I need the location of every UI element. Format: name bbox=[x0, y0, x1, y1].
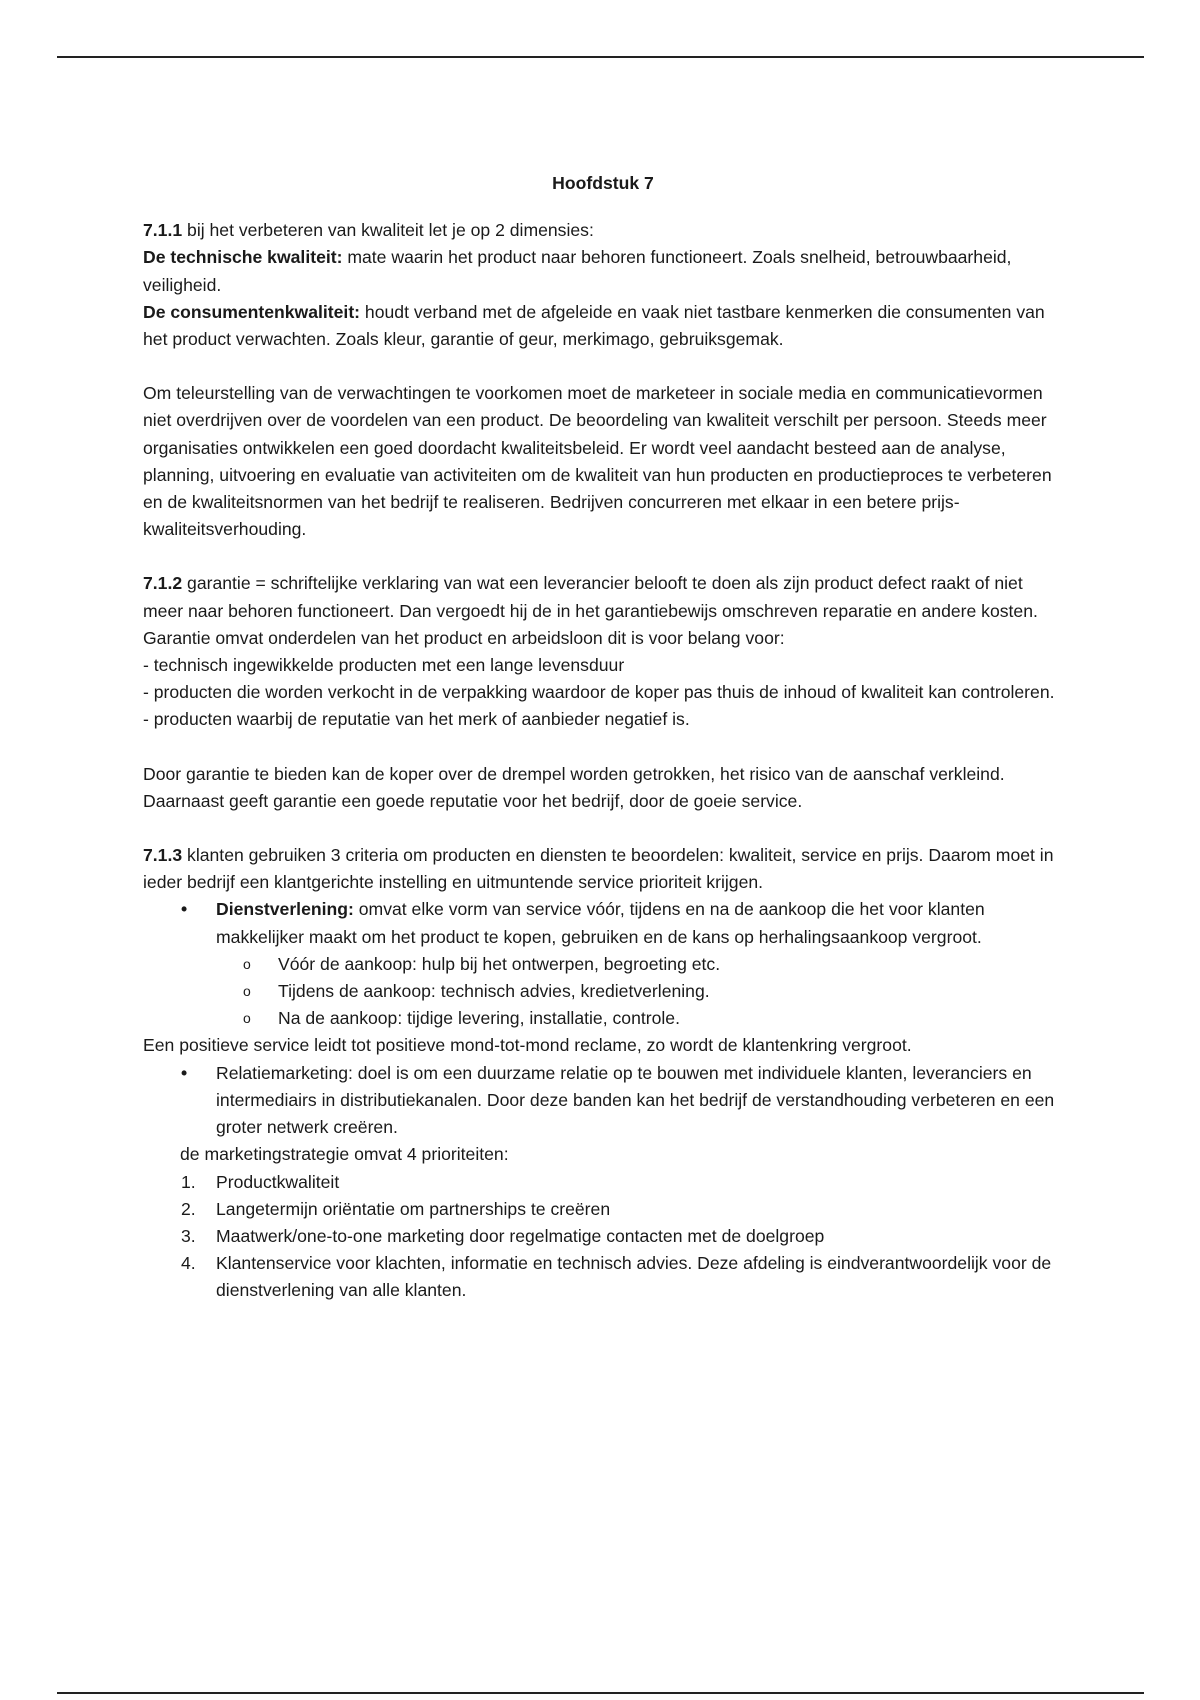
numbered-list-priorities bbox=[143, 1169, 1063, 1305]
numbered-list-item: 4. Klantenservice voor klachten, informatie en technisch advies. Deze afdeling is eindverantwoordelijk voor de dienstverlening van alle klanten. bbox=[181, 1253, 1052, 1301]
circle-bullet-icon: o bbox=[243, 1010, 251, 1027]
circle-bullet-icon: o bbox=[243, 955, 251, 972]
bullet-list-service bbox=[143, 896, 1063, 950]
numbered-list-item: 3. Maatwerk/one-to-one marketing door regelmatige contacten met de doelgroep bbox=[181, 1225, 825, 1246]
sub-list-item: o Tijdens de aankoop: technisch advies, kredietverlening. bbox=[143, 978, 1063, 1005]
list-item: - producten waarbij de reputatie van het merk of aanbieder negatief is. bbox=[143, 709, 690, 730]
section-heading: 7.1.3 bbox=[143, 845, 183, 866]
term-consumer-quality: De consumentenkwaliteit: bbox=[143, 301, 361, 322]
document-body bbox=[143, 170, 1063, 1305]
strategy-line: de marketingstrategie omvat 4 prioriteiten: bbox=[180, 1144, 509, 1165]
sub-list-item: o Vóór de aankoop: hulp bij het ontwerpen, begroeting etc. bbox=[143, 951, 1063, 978]
positive-service-line: Een positieve service leidt tot positieve mond-tot-mond reclame, zo wordt de klantenkring vergroot. bbox=[143, 1035, 912, 1056]
term-service: Dienstverlening: bbox=[216, 899, 354, 920]
section-heading: 7.1.2 bbox=[143, 573, 183, 594]
definition-consumer-quality: De consumentenkwaliteit: houdt verband met de afgeleide en vaak niet tastbare kenmerken die consumenten van het product verwachten. Zoals kleur, garantie of geur, merkimago, gebruiksgemak. bbox=[143, 301, 1045, 350]
bullet-icon: • bbox=[181, 1062, 188, 1083]
definition-technical-quality: De technische kwaliteit: mate waarin het product naar behoren functioneert. Zoals snelheid, betrouwbaarheid, veiligheid. bbox=[143, 247, 1012, 295]
section-intro: 7.1.2 garantie = schriftelijke verklaring van wat een leverancier belooft te doen als zijn product defect raakt of niet meer naar behoren functioneert. Dan vergoedt hij de in het garantiebewijs omschreven reparatie en andere kosten. Garantie omvat onderdelen van het product en arbeidsloon dit is voor belang voor: bbox=[143, 573, 1038, 648]
list-item: - producten die worden verkocht in de verpakking waardoor de koper pas thuis de inhoud of kwaliteit kan controleren. bbox=[143, 682, 1055, 703]
sub-list-service-phases bbox=[143, 951, 1063, 1033]
bullet-item-relation-marketing: • Relatiemarketing: doel is om een duurzame relatie op te bouwen met individuele klanten, leveranciers en intermediairs in distributiekanalen. Door deze banden kan het bedrijf de verstandhouding verbeteren en een groter netwerk creëren. bbox=[143, 1060, 1063, 1142]
list-item: - technisch ingewikkelde producten met een lange levensduur bbox=[143, 655, 625, 676]
section-intro: 7.1.3 klanten gebruiken 3 criteria om producten en diensten te beoordelen: kwaliteit, service en prijs. Daarom moet in ieder bedrijf een klantgerichte instelling en uitmuntende service prioriteit krijgen. bbox=[143, 845, 1054, 893]
section-7-1-2 bbox=[143, 570, 1063, 815]
circle-bullet-icon: o bbox=[243, 983, 251, 1000]
sub-list-item: o Na de aankoop: tijdige levering, installatie, controle. bbox=[143, 1005, 1063, 1032]
footer-rule bbox=[57, 1692, 1144, 1694]
bullet-icon: • bbox=[181, 899, 188, 920]
section-intro: 7.1.1 bij het verbeteren van kwaliteit let je op 2 dimensies: bbox=[143, 220, 594, 241]
header-rule bbox=[57, 56, 1144, 58]
page-title: Hoofdstuk 7 bbox=[552, 173, 654, 193]
numbered-list-item: 2. Langetermijn oriëntatie om partnerships te creëren bbox=[181, 1198, 611, 1219]
section-7-1-3 bbox=[143, 842, 1063, 1304]
section-heading: 7.1.1 bbox=[143, 220, 183, 241]
numbered-list-item: 1. Productkwaliteit bbox=[181, 1171, 340, 1192]
paragraph-guarantee-benefits: Door garantie te bieden kan de koper over de drempel worden getrokken, het risico van de aanschaf verkleind. Daarnaast geeft garantie een goede reputatie voor het bedrijf, door de goeie service. bbox=[143, 763, 1005, 811]
bullet-list-relation bbox=[143, 1060, 1063, 1142]
paragraph-quality-policy: Om teleurstelling van de verwachtingen te voorkomen moet de marketeer in sociale media en communicatievormen niet overdrijven over de voordelen van een product. De beoordeling van kwaliteit verschilt per persoon. Steeds meer organisaties ontwikkelen een goed doordacht kwaliteitsbeleid. Er wordt veel aandacht besteed aan de analyse, planning, uitvoering en evaluatie van activiteiten om de kwaliteit van hun producten en productieproces te verbeteren en de kwaliteitsnormen van het bedrijf te realiseren. Bedrijven concurreren met elkaar in een betere prijs-kwaliteitsverhouding. bbox=[143, 383, 1052, 540]
bullet-item-service: • Dienstverlening: omvat elke vorm van service vóór, tijdens en na de aankoop die het voor klanten makkelijker maakt om het product te kopen, gebruiken en de kans op herhalingsaankoop vergroot. bbox=[143, 896, 1063, 950]
section-7-1-1 bbox=[143, 217, 1063, 543]
term-technical-quality: De technische kwaliteit: bbox=[143, 247, 343, 268]
